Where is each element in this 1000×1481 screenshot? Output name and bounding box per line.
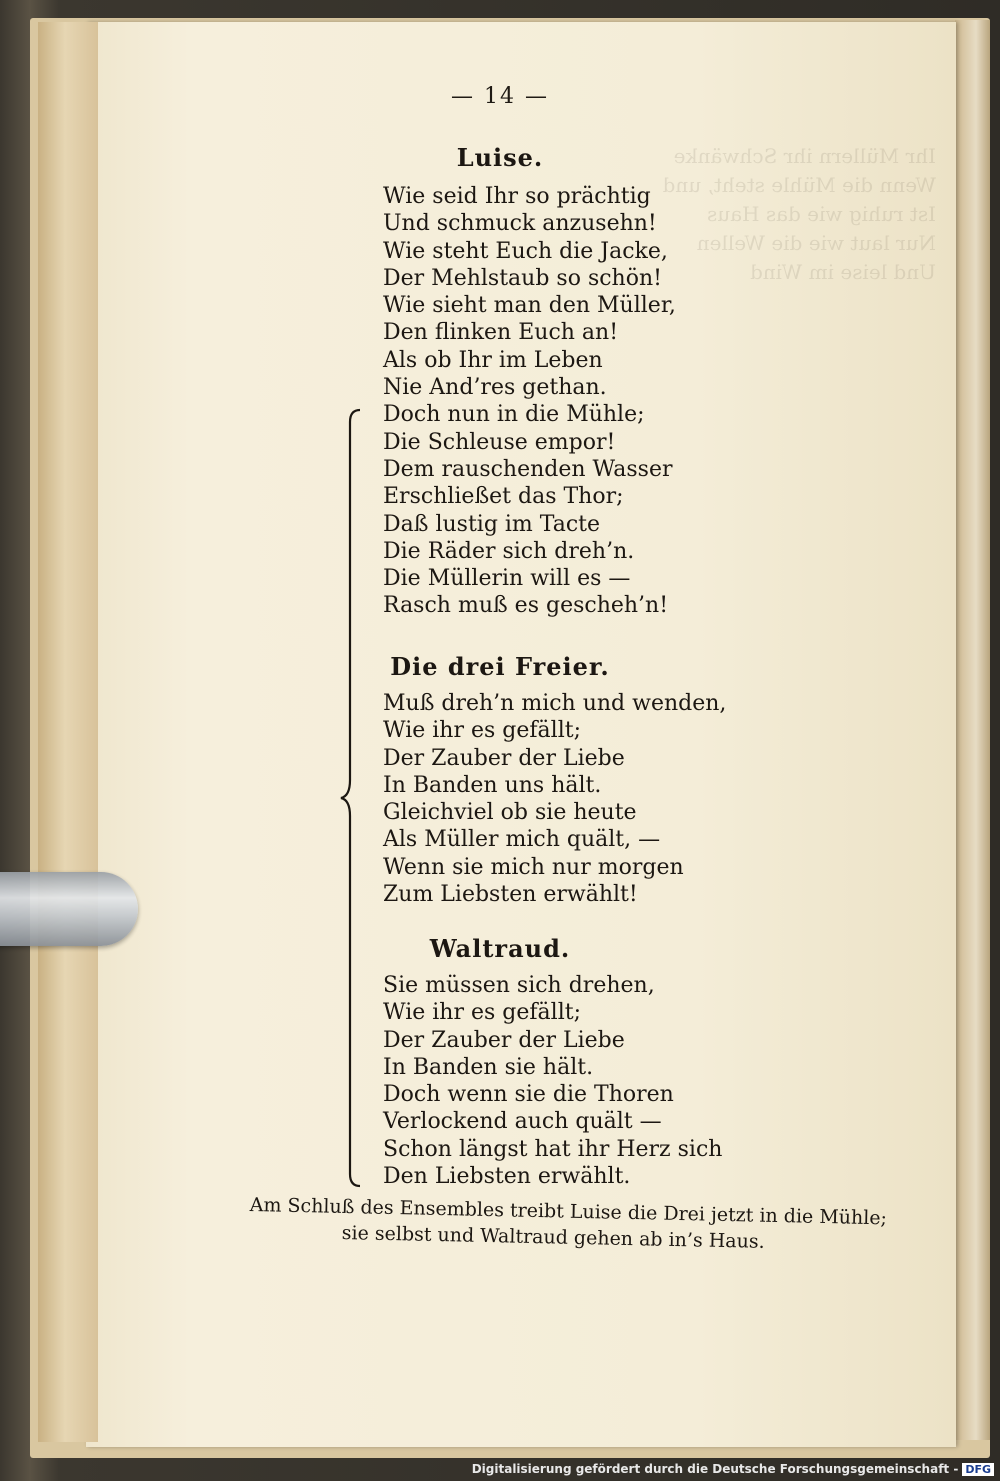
verse-block-luise (383, 183, 803, 620)
verse-line: Doch nun in die Mühle; (383, 402, 645, 428)
verse-line: Rasch muß es gescheh’n! (383, 593, 669, 619)
dfg-logo: DFG (962, 1463, 994, 1476)
verse-line: Die Schleuse empor! (383, 429, 616, 455)
verse-line: Wie ihr es gefällt; (383, 718, 581, 744)
page-number: — 14 — (451, 84, 549, 109)
ensemble-brace (338, 408, 366, 1188)
verse-line: Die Müllerin will es — (383, 566, 631, 592)
speaker-heading-freier: Die drei Freier. (390, 652, 610, 681)
verse-line: Den flinken Euch an! (383, 320, 619, 346)
verse-line: Den Liebsten erwählt. (383, 1164, 631, 1190)
verse-line: Schon längst hat ihr Herz sich (383, 1136, 723, 1162)
digitization-credit (472, 1462, 994, 1476)
verse-line: Als Müller mich quält, — (383, 827, 661, 853)
verse-line: Als ob Ihr im Leben (383, 347, 603, 373)
verse-line: Zum Liebsten erwählt! (383, 882, 638, 908)
verse-line: Wie ihr es gefällt; (383, 1000, 581, 1026)
verse-line: Daß lustig im Tacte (383, 511, 601, 537)
scanner-clamp (0, 872, 138, 946)
verse-line: Der Zauber der Liebe (383, 745, 625, 771)
verse-line: Wie steht Euch die Jacke, (383, 238, 668, 264)
verse-line: Und schmuck anzusehn! (383, 211, 657, 237)
credit-text: Digitalisierung gefördert durch die Deutsche Forschungsgemeinschaft - (471, 1462, 959, 1476)
verse-line: Sie müssen sich drehen, (383, 973, 655, 998)
facing-page-edge (955, 20, 990, 1440)
verse-line: Die Räder sich dreh’n. (383, 538, 635, 564)
verse-line: Nie And’res gethan. (383, 375, 607, 401)
verse-line: Verlockend auch quält — (383, 1109, 662, 1135)
bleed-through-text: Ihr Müllern ihr Schwänke Wenn die Mühle steht, und Ist ruhig wie das Haus Nur laut wie die Wellen Und leise im Wind (662, 144, 936, 284)
verse-line: Erschließet das Thor; (383, 484, 624, 510)
verse-line: In Banden sie hält. (383, 1054, 594, 1080)
verse-block-freier (383, 690, 803, 908)
stage-direction-line-2: sie selbst und Waltraud gehen ab in’s Haus. (341, 1222, 765, 1253)
verse-line: Der Mehlstaub so schön! (383, 265, 662, 291)
verse-line: Dem rauschenden Wasser (383, 456, 673, 482)
speaker-heading-waltraud: Waltraud. (429, 934, 571, 963)
verse-line: Der Zauber der Liebe (383, 1027, 625, 1053)
verse-line: Wie seid Ihr so prächtig (383, 184, 651, 209)
verse-line: Wie sieht man den Müller, (383, 293, 676, 319)
verse-line: Gleichviel ob sie heute (383, 800, 637, 826)
verse-line: In Banden uns hält. (383, 772, 602, 798)
verse-line: Wenn sie mich nur morgen (383, 854, 684, 880)
verse-line: Muß dreh’n mich und wenden, (383, 691, 727, 716)
speaker-heading-luise: Luise. (456, 143, 544, 172)
verse-block-waltraud (383, 972, 803, 1190)
verse-line: Doch wenn sie die Thoren (383, 1082, 674, 1108)
page-stack-edge (38, 22, 98, 1442)
stage-direction-line-1: Am Schluß des Ensembles treibt Luise die Drei jetzt in die Mühle; (249, 1194, 888, 1230)
